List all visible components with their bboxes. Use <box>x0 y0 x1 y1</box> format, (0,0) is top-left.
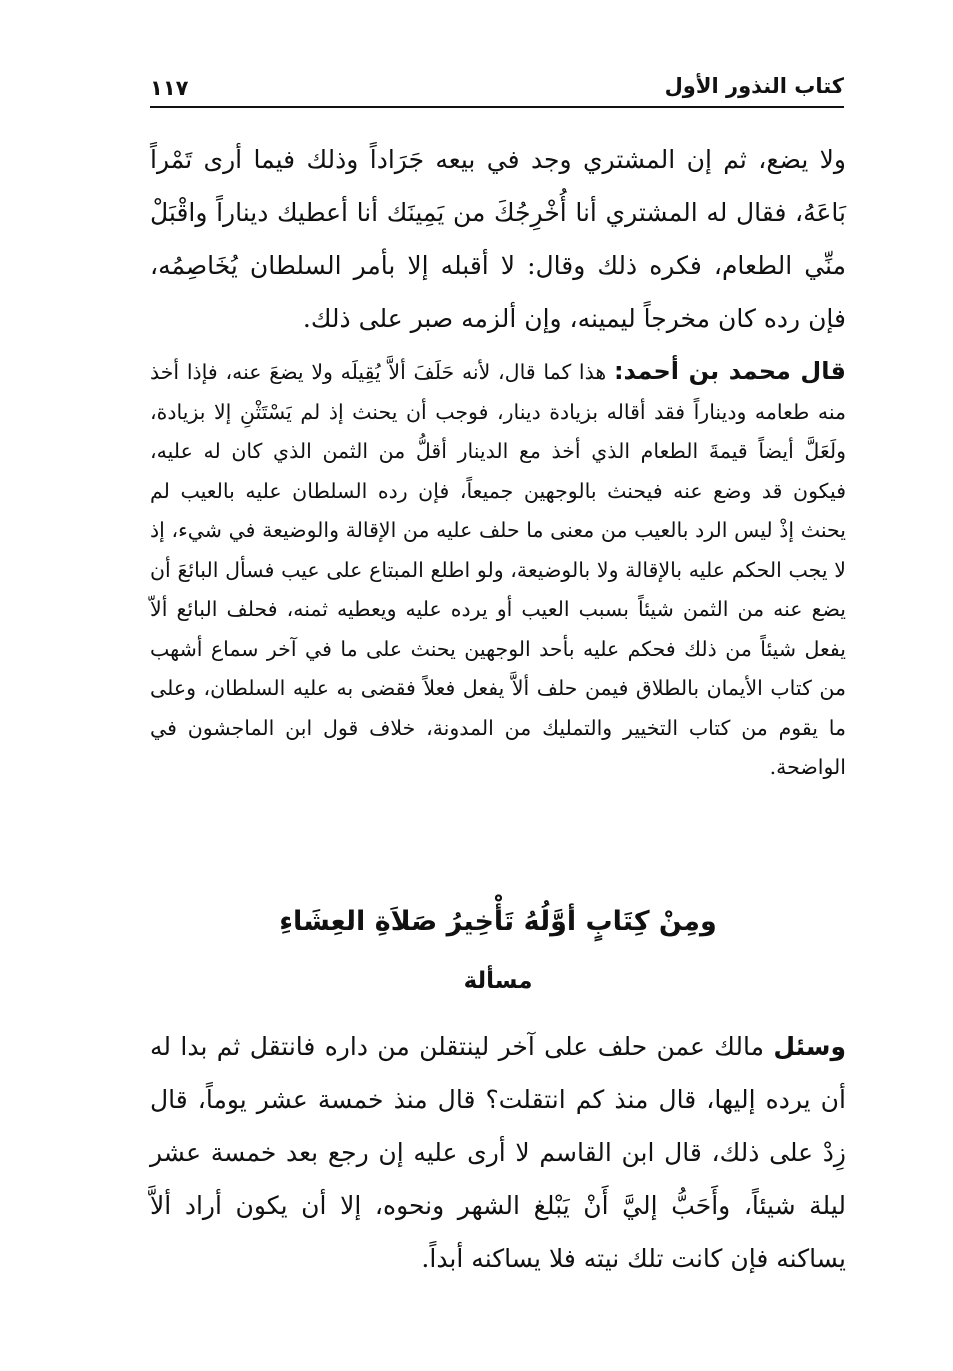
running-header <box>150 72 844 108</box>
paragraph-2 <box>150 352 846 788</box>
section-heading: ومِنْ كِتَابٍ أوَّلُهُ تَأْخِيرُ صَلاَةِ العِشَاءِ <box>279 906 717 937</box>
paragraph-3-lead: وسئل <box>773 1032 846 1061</box>
paragraph-2-lead: قال محمد بن أحمد: <box>613 357 846 385</box>
sub-heading: مسألة <box>463 968 533 994</box>
paragraph-3-body <box>150 1020 846 1285</box>
paragraph-1-text: ولا يضع، ثم إن المشتري وجد في بيعه جَرَاداً وذلك فيما أرى تَمْراً بَاعَهُ، فقال له المشتري أنا أُخْرِجُكَ من يَمِينَك أنا أعطيك ديناراً واقْبَلْ منِّي الطعام، فكره ذلك وقال: لا أقبله إلا بأمر السلطان يُخَاصِمُه، فإن رده كان مخرجاً ليمينه، وإن ألزمه صبر على ذلك. <box>150 145 846 333</box>
paragraph-3-text: مالك عمن حلف على آخر لينتقلن من داره فانتقل ثم بدا له أن يرده إليها، قال منذ كم انتقلت؟ قال منذ خمسة عشر يوماً، قال زِدْ على ذلك، قال ابن القاسم لا أرى عليه إن رجع بعد خمسة عشر ليلة شيئاً، وأَحَبُّ إليَّ أَنْ يَبْلغ الشهر ونحوه، إلا أن يكون أراد ألاَّ يساكنه فإن كانت تلك نيته فلا يساكنه أبداً. <box>150 1032 846 1273</box>
chapter-title: كتاب النذور الأول <box>664 74 844 98</box>
paragraph-2-text: هذا كما قال، لأنه حَلَفَ ألاَّ يُقِيلَه ولا يضعَ عنه، فإذا أخذ منه طعامه وديناراً فقد أقاله بزيادة دينار، فوجب أن يحنث إذ لم يَسْتَثْنِ إلا بزيادة، ولَعَلَّ أيضاً قيمةَ الطعام الذي أخذ مع الدينار أقلُّ من الثمن الذي كان له عليه، فيكون قد وضع عنه فيحنث بالوجهين جميعاً، فإن رده السلطان عليه بالعيب لم يحنث إذْ ليس الرد بالعيب من معنى ما حلف عليه من الإقالة والوضيعة في شيء، إذ لا يجب الحكم عليه بالإقالة ولا بالوضيعة، ولو اطلع المبتاع على عيب فسأل البائعَ أن يضع عنه من الثمن شيئاً بسبب العيب أو يرده عليه ويعطيه ثمنه، فحلف البائع ألاّ يفعل شيئاً من ذلك فحكم عليه بأحد الوجهين يحنث على ما في آخر سماع أشهب من كتاب الأيمان بالطلاق فيمن حلف ألاَّ يفعل فعلاً فقضى به عليه السلطان، وعلى ما يقوم من كتاب التخيير والتمليك من المدونة، خلاف قول ابن الماجشون في الواضحة. <box>150 360 846 779</box>
paragraph-2-body <box>150 352 846 788</box>
page-number: ١١٧ <box>150 76 189 100</box>
paragraph-3 <box>150 1020 846 1285</box>
paragraph-1 <box>150 133 846 345</box>
